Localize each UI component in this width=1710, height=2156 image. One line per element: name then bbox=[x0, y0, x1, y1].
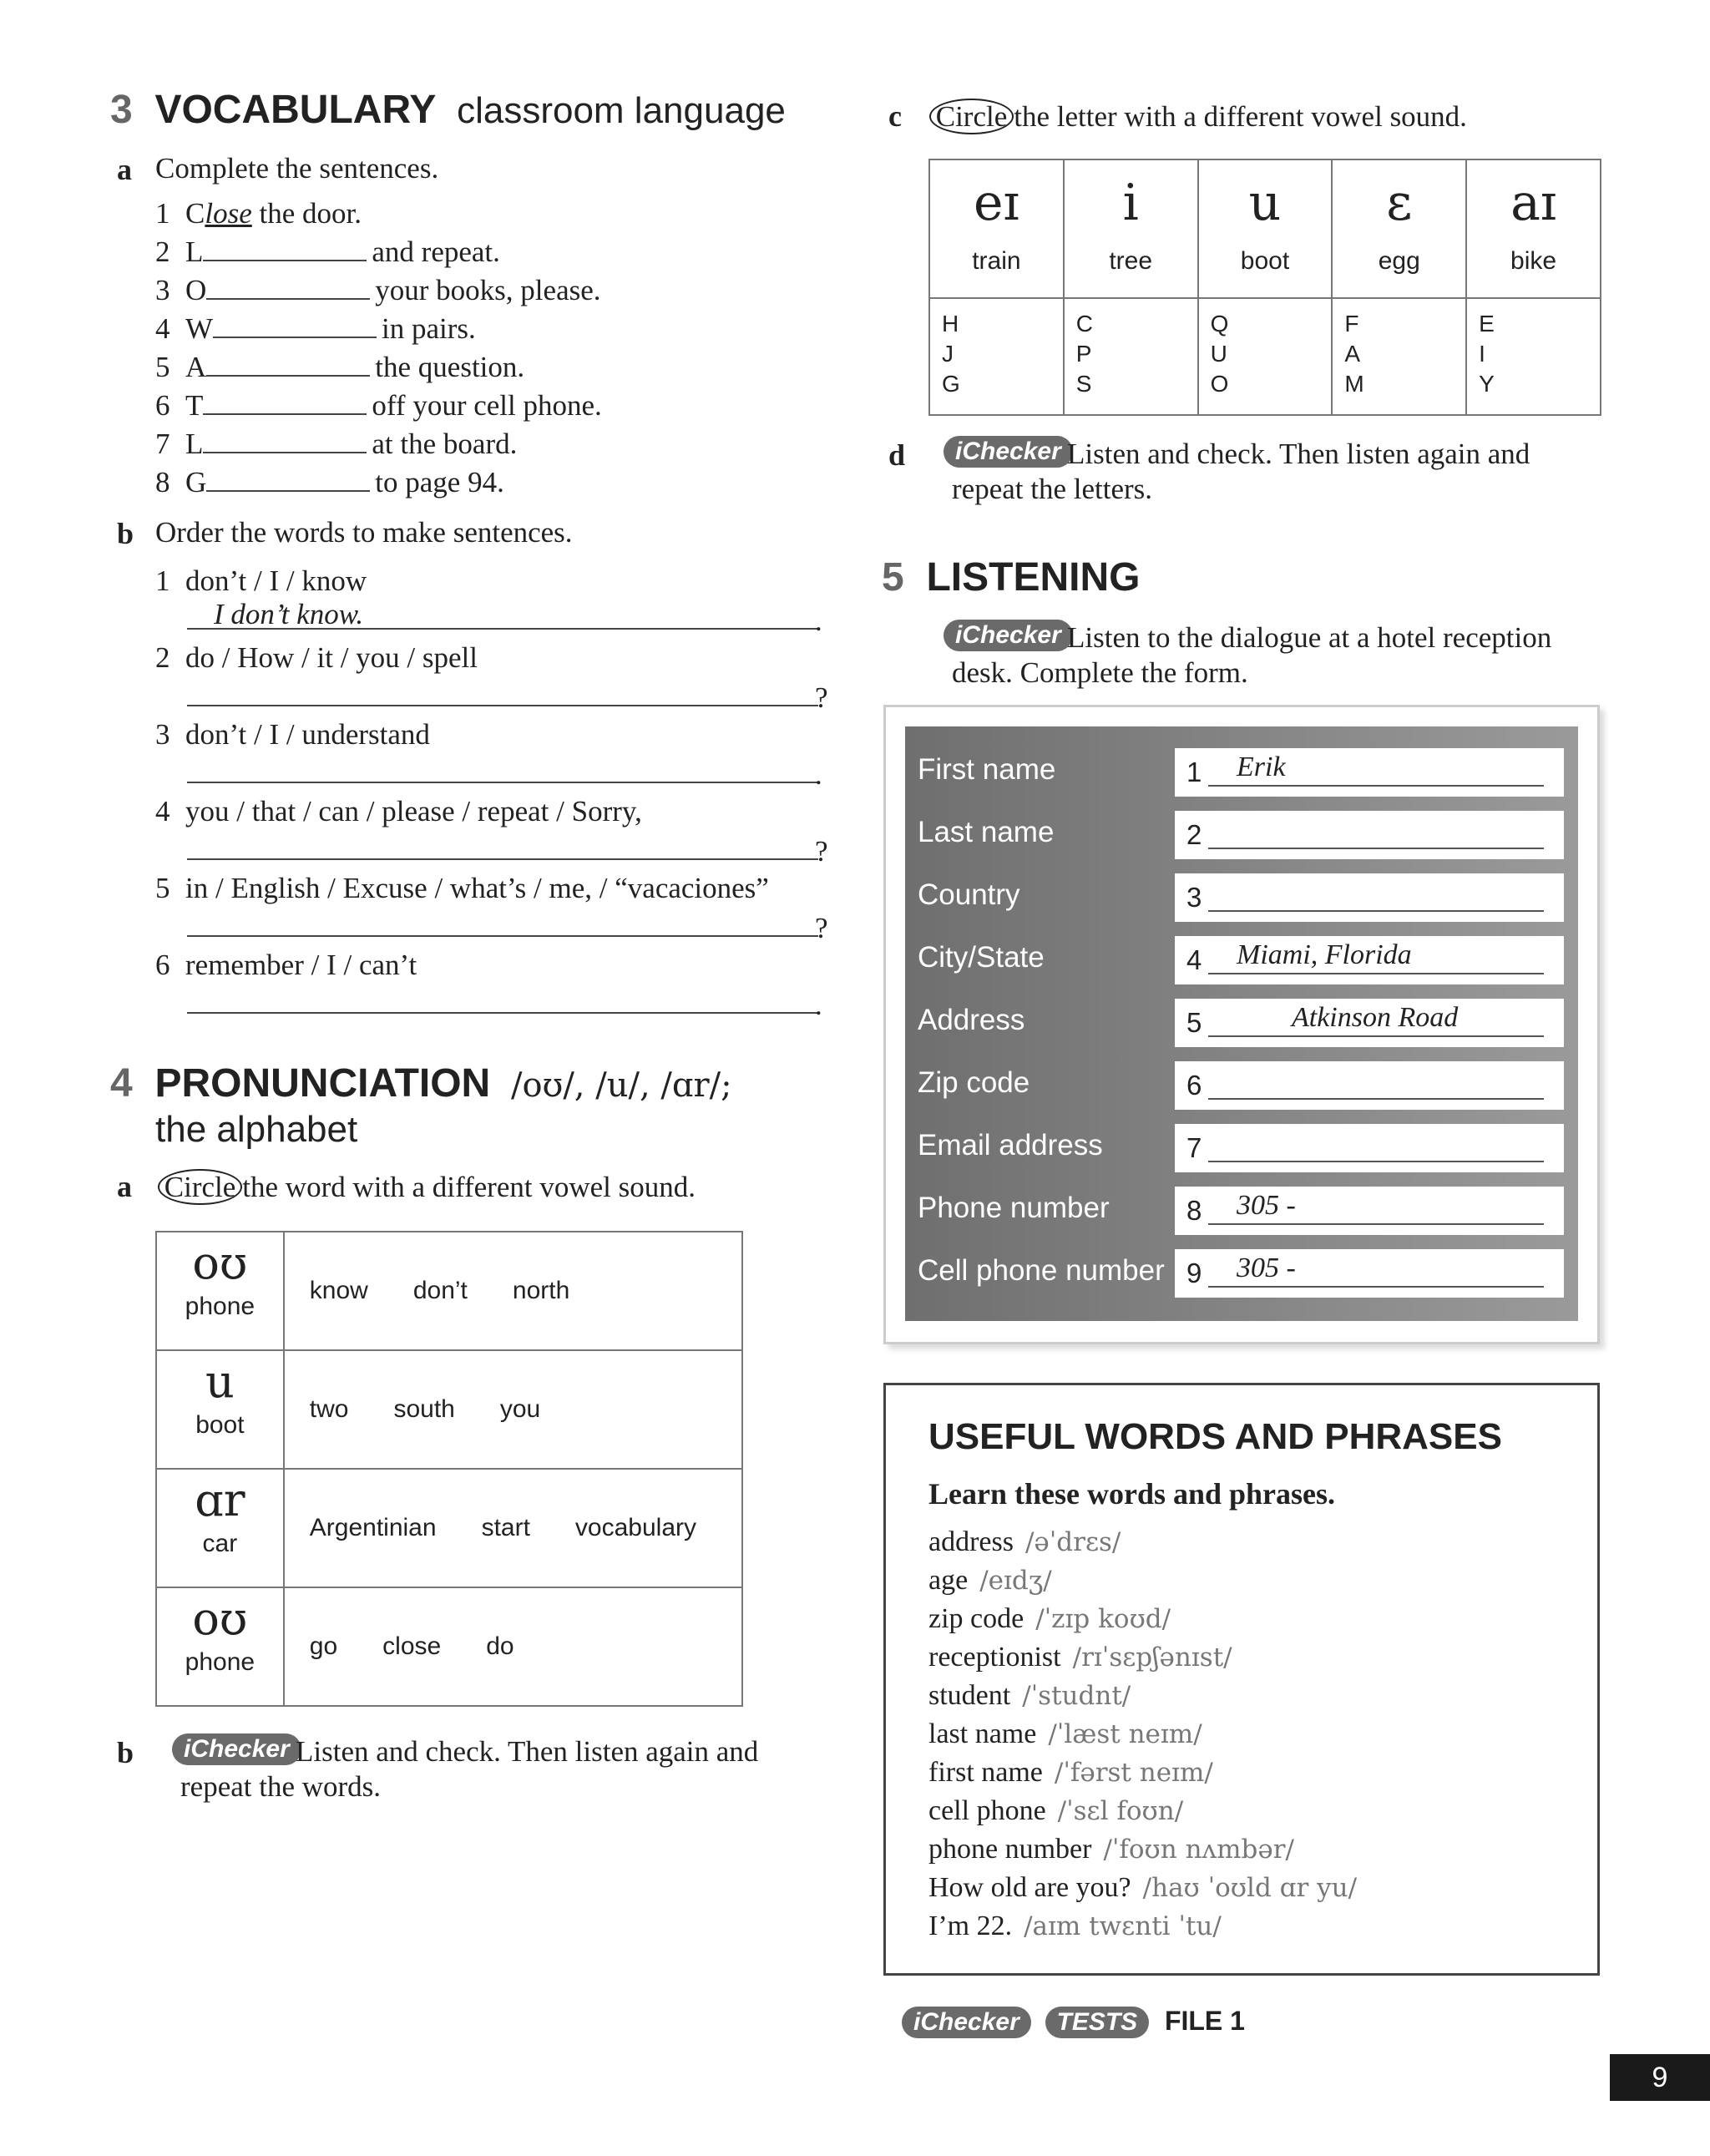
phrase-word: phone number bbox=[928, 1834, 1092, 1865]
vowel-word[interactable]: don’t bbox=[412, 1277, 468, 1304]
field-line bbox=[1208, 1161, 1544, 1162]
sound-cell bbox=[156, 1587, 284, 1706]
exercise-instruction: the word with a different vowel sound. bbox=[242, 1171, 696, 1203]
alphabet-letter[interactable]: C bbox=[1075, 311, 1094, 337]
form-row bbox=[906, 873, 1574, 922]
field-number: 4 bbox=[1186, 944, 1202, 975]
section-title: LISTENING bbox=[926, 555, 1141, 600]
tests-link[interactable]: TESTS bbox=[1045, 2007, 1150, 2038]
vowel-word[interactable]: do bbox=[486, 1632, 514, 1660]
form-row bbox=[906, 1187, 1574, 1235]
field-number: 8 bbox=[1186, 1195, 1202, 1226]
section-subtitle: the alphabet bbox=[155, 1109, 358, 1150]
alphabet-letter[interactable]: Q bbox=[1210, 311, 1229, 337]
end-punctuation: . bbox=[815, 758, 822, 791]
picture-label: phone bbox=[185, 1293, 255, 1320]
answer-line[interactable] bbox=[187, 705, 818, 706]
vowel-sound-table bbox=[155, 1231, 743, 1707]
scrambled-words: don’t / I / know bbox=[185, 564, 367, 597]
form-field[interactable] bbox=[1175, 1124, 1564, 1172]
phrase-item bbox=[928, 1600, 1357, 1638]
alphabet-letter[interactable]: P bbox=[1075, 341, 1092, 367]
item-start-letter: G bbox=[185, 466, 207, 499]
field-number: 2 bbox=[1186, 819, 1202, 850]
phrase-ipa: /ˈsɛl foʊn/ bbox=[1057, 1796, 1184, 1826]
form-row bbox=[906, 999, 1574, 1047]
section-number: 3 bbox=[110, 88, 133, 132]
alphabet-letter[interactable]: I bbox=[1479, 341, 1485, 367]
phrase-ipa: /eɪdʒ/ bbox=[979, 1566, 1052, 1596]
phrase-word: student bbox=[928, 1680, 1011, 1711]
item-start-letter: W bbox=[185, 312, 214, 345]
instruction-line: desk. Complete the form. bbox=[952, 656, 1248, 689]
item-text: at the board. bbox=[372, 428, 518, 460]
form-row bbox=[906, 936, 1574, 984]
form-row bbox=[906, 811, 1574, 859]
field-number: 3 bbox=[1186, 882, 1202, 913]
list-item bbox=[155, 274, 601, 307]
letters-cell bbox=[1466, 298, 1601, 415]
picture-label: boot bbox=[195, 1411, 245, 1439]
list-item bbox=[155, 312, 476, 346]
section-5-heading bbox=[882, 554, 1140, 600]
answer-blank[interactable] bbox=[203, 260, 367, 261]
form-label: Cell phone number bbox=[918, 1254, 1165, 1287]
item-number: 5 bbox=[155, 872, 170, 904]
form-label: Country bbox=[918, 878, 1020, 911]
vowel-word[interactable]: south bbox=[393, 1395, 455, 1423]
instruction-line: Listen and check. Then listen again and bbox=[296, 1735, 759, 1768]
answer-blank[interactable] bbox=[206, 375, 370, 377]
field-line bbox=[1208, 1035, 1544, 1037]
ichecker-badge: iChecker bbox=[944, 436, 1073, 468]
item-text: in pairs. bbox=[382, 312, 476, 345]
words-cell bbox=[284, 1587, 742, 1706]
file-label: FILE 1 bbox=[1164, 2006, 1245, 2036]
phrase-word: first name bbox=[928, 1757, 1043, 1788]
picture-label: egg bbox=[1378, 247, 1420, 275]
section-number: 4 bbox=[110, 1061, 133, 1106]
vowel-word[interactable]: Argentinian bbox=[309, 1514, 437, 1541]
exercise-letter: b bbox=[117, 1736, 134, 1769]
item-text: the question. bbox=[375, 351, 525, 383]
vowel-word[interactable]: two bbox=[309, 1395, 349, 1423]
item-start-letter: C bbox=[185, 197, 205, 230]
answer-blank[interactable] bbox=[203, 452, 367, 453]
vowel-word[interactable]: go bbox=[309, 1632, 338, 1660]
section-title: PRONUNCIATION bbox=[154, 1061, 491, 1106]
picture-label: bike bbox=[1510, 247, 1557, 275]
sound-cell bbox=[1332, 159, 1466, 298]
item-start-letter: L bbox=[185, 235, 204, 268]
alphabet-letter[interactable]: G bbox=[942, 371, 960, 397]
list-item bbox=[155, 795, 642, 828]
phrase-word: zip code bbox=[928, 1603, 1024, 1634]
table-row bbox=[156, 1232, 742, 1350]
answer-line[interactable] bbox=[187, 782, 818, 783]
boot-sound-icon: u bbox=[205, 1355, 235, 1408]
item-start-letter: A bbox=[185, 351, 207, 383]
exercise-4a bbox=[117, 1169, 696, 1204]
field-value: Erik bbox=[1237, 752, 1286, 782]
form-row bbox=[906, 748, 1574, 797]
phrase-ipa: /ˈstudnt/ bbox=[1022, 1681, 1131, 1711]
sound-cell bbox=[1198, 159, 1333, 298]
alphabet-sound-table bbox=[928, 159, 1601, 416]
item-number: 5 bbox=[155, 351, 170, 383]
field-value: 305 - bbox=[1237, 1253, 1296, 1283]
field-line bbox=[1208, 848, 1544, 849]
item-number: 4 bbox=[155, 795, 170, 827]
phrase-ipa: /əˈdrɛs/ bbox=[1024, 1527, 1121, 1557]
alphabet-letter[interactable]: S bbox=[1075, 371, 1092, 397]
exercise-instruction: Order the words to make sentences. bbox=[155, 516, 573, 549]
alphabet-letter[interactable]: F bbox=[1344, 311, 1359, 337]
phrase-ipa: /rɪˈsɛpʃənɪst/ bbox=[1072, 1642, 1232, 1673]
form-field[interactable] bbox=[1175, 1187, 1564, 1235]
phrase-ipa: /ˈfoʊn nʌmbər/ bbox=[1103, 1835, 1294, 1865]
field-line bbox=[1208, 1286, 1544, 1288]
useful-words-list bbox=[928, 1523, 1357, 1946]
ichecker-badge: iChecker bbox=[944, 620, 1073, 651]
item-number: 2 bbox=[155, 235, 170, 268]
exercise-instruction: the letter with a different vowel sound. bbox=[1014, 100, 1467, 133]
circle-word: Circle bbox=[929, 99, 1014, 134]
end-punctuation: ? bbox=[815, 681, 828, 714]
item-number: 6 bbox=[155, 389, 170, 422]
phrase-ipa: /ˈzɪp koʊd/ bbox=[1035, 1604, 1171, 1634]
ichecker-badge: iChecker bbox=[172, 1733, 301, 1765]
end-punctuation: . bbox=[815, 605, 822, 637]
list-item bbox=[155, 351, 524, 384]
field-number: 1 bbox=[1186, 757, 1202, 787]
list-item bbox=[155, 235, 500, 269]
phrase-ipa: /ˈfərst neɪm/ bbox=[1054, 1758, 1213, 1788]
field-line bbox=[1208, 1098, 1544, 1100]
alphabet-letter[interactable]: M bbox=[1344, 371, 1364, 397]
item-number: 8 bbox=[155, 466, 170, 499]
scrambled-words: in / English / Excuse / what’s / me, / “vacaciones” bbox=[185, 872, 769, 904]
list-item bbox=[155, 949, 417, 982]
useful-words-intro: Learn these words and phrases. bbox=[928, 1477, 1336, 1511]
list-item bbox=[155, 564, 367, 598]
filled-answer: lose bbox=[205, 197, 252, 230]
scrambled-words: remember / I / can’t bbox=[185, 949, 417, 981]
sound-cell bbox=[1064, 159, 1198, 298]
sample-answer: I don’t know. bbox=[214, 598, 364, 630]
instruction-line: Listen and check. Then listen again and bbox=[1067, 438, 1530, 470]
alphabet-letter[interactable]: U bbox=[1210, 341, 1227, 367]
item-number: 7 bbox=[155, 428, 170, 460]
scrambled-words: don’t / I / understand bbox=[185, 718, 430, 751]
phone-sound-icon: oʊ bbox=[192, 1237, 248, 1289]
phrase-word: cell phone bbox=[928, 1795, 1046, 1826]
alphabet-letter[interactable]: J bbox=[942, 341, 954, 367]
words-cell bbox=[284, 1469, 742, 1587]
section-subtitle: classroom language bbox=[457, 90, 786, 131]
scrambled-words: do / How / it / you / spell bbox=[185, 641, 478, 674]
field-number: 6 bbox=[1186, 1070, 1202, 1101]
form-row bbox=[906, 1061, 1574, 1110]
phrase-ipa: /haʊ ˈoʊld ɑr yu/ bbox=[1142, 1873, 1358, 1903]
phrase-item bbox=[928, 1677, 1357, 1715]
sound-cell bbox=[156, 1232, 284, 1350]
vowel-word[interactable]: start bbox=[481, 1514, 530, 1541]
answer-line[interactable] bbox=[187, 1012, 818, 1014]
alphabet-letter[interactable]: O bbox=[1210, 371, 1229, 397]
item-text: off your cell phone. bbox=[372, 389, 602, 422]
picture-label: train bbox=[972, 247, 1021, 275]
item-number: 3 bbox=[155, 718, 170, 751]
phrase-item bbox=[928, 1754, 1357, 1792]
vowel-word[interactable]: you bbox=[499, 1395, 541, 1423]
exercise-d bbox=[888, 438, 1606, 505]
phrase-item bbox=[928, 1715, 1357, 1754]
ichecker-link[interactable]: iChecker bbox=[902, 2007, 1031, 2038]
end-punctuation: . bbox=[815, 989, 822, 1021]
vowel-word[interactable]: north bbox=[512, 1277, 570, 1304]
field-number: 7 bbox=[1186, 1132, 1202, 1163]
phrase-word: age bbox=[928, 1565, 969, 1596]
form-field[interactable] bbox=[1175, 936, 1564, 984]
form-label: First name bbox=[918, 753, 1056, 786]
exercise-instruction: Complete the sentences. bbox=[155, 152, 439, 185]
form-field[interactable] bbox=[1175, 1249, 1564, 1298]
form-label: Last name bbox=[918, 816, 1055, 848]
form-row bbox=[906, 1124, 1574, 1172]
words-cell bbox=[284, 1350, 742, 1469]
form-field[interactable] bbox=[1175, 748, 1564, 797]
form-field[interactable] bbox=[1175, 811, 1564, 859]
list-item bbox=[155, 389, 602, 423]
form-field[interactable] bbox=[1175, 873, 1564, 922]
list-item bbox=[155, 197, 362, 230]
bike-sound-icon: aɪ bbox=[1510, 174, 1557, 232]
section-3-heading bbox=[110, 87, 786, 133]
phrase-ipa: /ˈlæst neɪm/ bbox=[1048, 1719, 1202, 1749]
answer-blank[interactable] bbox=[206, 298, 370, 300]
item-number: 6 bbox=[155, 949, 170, 981]
picture-label: phone bbox=[185, 1648, 255, 1676]
section-title: VOCABULARY bbox=[154, 88, 437, 132]
letters-cell bbox=[1064, 298, 1198, 415]
item-number: 1 bbox=[155, 564, 170, 597]
vowel-word[interactable]: close bbox=[382, 1632, 442, 1660]
exercise-c bbox=[888, 99, 1467, 134]
instruction-line: repeat the letters. bbox=[952, 473, 1153, 505]
alphabet-letter[interactable]: Y bbox=[1479, 371, 1495, 397]
phrase-word: I’m 22. bbox=[928, 1911, 1013, 1941]
phrase-word: How old are you? bbox=[928, 1872, 1131, 1903]
picture-label: car bbox=[202, 1530, 238, 1557]
section-4-heading bbox=[110, 1060, 732, 1106]
form-row bbox=[906, 1249, 1574, 1298]
phrase-item bbox=[928, 1792, 1357, 1830]
form-label: Address bbox=[918, 1004, 1025, 1036]
table-row bbox=[156, 1350, 742, 1469]
form-label: Email address bbox=[918, 1129, 1103, 1162]
field-line bbox=[1208, 785, 1544, 787]
tree-sound-icon: i bbox=[1122, 174, 1139, 232]
table-row bbox=[156, 1469, 742, 1587]
field-number: 9 bbox=[1186, 1258, 1202, 1288]
field-number: 5 bbox=[1186, 1007, 1202, 1038]
item-start-letter: T bbox=[185, 389, 204, 422]
exercise-3b bbox=[117, 516, 573, 551]
section-ipa: /oʊ/, /u/, /ɑr/; bbox=[510, 1066, 732, 1105]
item-number: 3 bbox=[155, 274, 170, 306]
useful-words-title: USEFUL WORDS AND PHRASES bbox=[928, 1416, 1502, 1457]
alphabet-letter[interactable]: A bbox=[1344, 341, 1361, 367]
exercise-letter: a bbox=[117, 153, 132, 186]
exercise-3a bbox=[117, 152, 439, 187]
item-number: 2 bbox=[155, 641, 170, 674]
field-line bbox=[1208, 973, 1544, 974]
picture-label: tree bbox=[1109, 247, 1153, 275]
field-value: Miami, Florida bbox=[1237, 939, 1412, 970]
list-item bbox=[155, 466, 504, 499]
field-value: 305 - bbox=[1237, 1190, 1296, 1221]
letters-cell bbox=[1332, 298, 1466, 415]
item-number: 4 bbox=[155, 312, 170, 345]
instruction-line: Listen to the dialogue at a hotel reception bbox=[1067, 621, 1552, 654]
alphabet-letter[interactable]: E bbox=[1479, 311, 1495, 337]
field-line bbox=[1208, 910, 1544, 912]
form-field[interactable] bbox=[1175, 1061, 1564, 1110]
item-number: 1 bbox=[155, 197, 170, 230]
phrase-item bbox=[928, 1523, 1357, 1561]
list-item bbox=[155, 718, 430, 752]
vowel-word[interactable]: know bbox=[309, 1277, 368, 1304]
field-line bbox=[1208, 1223, 1544, 1225]
exercise-4b bbox=[117, 1735, 802, 1803]
answer-blank[interactable] bbox=[206, 490, 370, 492]
item-start-letter: L bbox=[185, 428, 204, 460]
end-punctuation: ? bbox=[815, 912, 828, 944]
item-text: and repeat. bbox=[372, 235, 500, 268]
phrase-word: address bbox=[928, 1526, 1014, 1557]
list-item bbox=[155, 641, 478, 675]
letters-cell bbox=[1198, 298, 1333, 415]
answer-blank[interactable] bbox=[213, 337, 377, 338]
boot-sound-icon: u bbox=[1248, 174, 1282, 232]
picture-label: boot bbox=[1240, 247, 1290, 275]
answer-blank[interactable] bbox=[203, 413, 367, 415]
scrambled-words: you / that / can / please / repeat / Sorry, bbox=[185, 795, 642, 827]
item-text: the door. bbox=[251, 197, 362, 230]
exercise-letter: c bbox=[888, 99, 902, 133]
field-value: Atkinson Road bbox=[1292, 1002, 1459, 1033]
phrase-item bbox=[928, 1830, 1357, 1869]
phrase-word: last name bbox=[928, 1718, 1037, 1749]
form-label: Zip code bbox=[918, 1066, 1030, 1099]
words-cell bbox=[284, 1232, 742, 1350]
egg-sound-icon: ɛ bbox=[1386, 174, 1413, 232]
form-label: City/State bbox=[918, 941, 1045, 974]
exercise-letter: d bbox=[888, 438, 906, 472]
phrase-ipa: /aɪm twɛnti ˈtu/ bbox=[1024, 1911, 1222, 1941]
sound-cell bbox=[156, 1350, 284, 1469]
sound-cell bbox=[929, 159, 1064, 298]
alphabet-letter[interactable]: H bbox=[942, 311, 959, 337]
circle-word: Circle bbox=[158, 1169, 243, 1205]
item-text: to page 94. bbox=[375, 466, 504, 499]
train-sound-icon: eɪ bbox=[974, 174, 1019, 232]
letters-cell bbox=[929, 298, 1064, 415]
list-item bbox=[155, 872, 769, 905]
phone-sound-icon: oʊ bbox=[192, 1592, 248, 1645]
car-sound-icon: ɑr bbox=[195, 1474, 245, 1526]
page-number: 9 bbox=[1610, 2054, 1710, 2101]
phrase-item bbox=[928, 1561, 1357, 1600]
phrase-item bbox=[928, 1907, 1357, 1946]
item-start-letter: O bbox=[185, 274, 207, 306]
item-text: your books, please. bbox=[375, 274, 601, 306]
exercise-letter: a bbox=[117, 1170, 132, 1203]
form-label: Phone number bbox=[918, 1192, 1110, 1224]
form-field[interactable] bbox=[1175, 999, 1564, 1047]
list-item bbox=[155, 428, 517, 461]
exercise-letter: b bbox=[117, 517, 134, 550]
answer-line[interactable] bbox=[187, 935, 818, 937]
sound-cell bbox=[156, 1469, 284, 1587]
phrase-item bbox=[928, 1638, 1357, 1677]
table-row bbox=[156, 1587, 742, 1706]
instruction-line: repeat the words. bbox=[180, 1770, 382, 1803]
footer-links bbox=[902, 2004, 1245, 2038]
phrase-item bbox=[928, 1869, 1357, 1907]
end-punctuation: ? bbox=[815, 835, 828, 868]
vowel-word[interactable]: vocabulary bbox=[574, 1514, 696, 1541]
phrase-word: receptionist bbox=[928, 1642, 1061, 1673]
answer-line[interactable] bbox=[187, 858, 818, 860]
section-number: 5 bbox=[882, 555, 904, 600]
sound-cell bbox=[1466, 159, 1601, 298]
